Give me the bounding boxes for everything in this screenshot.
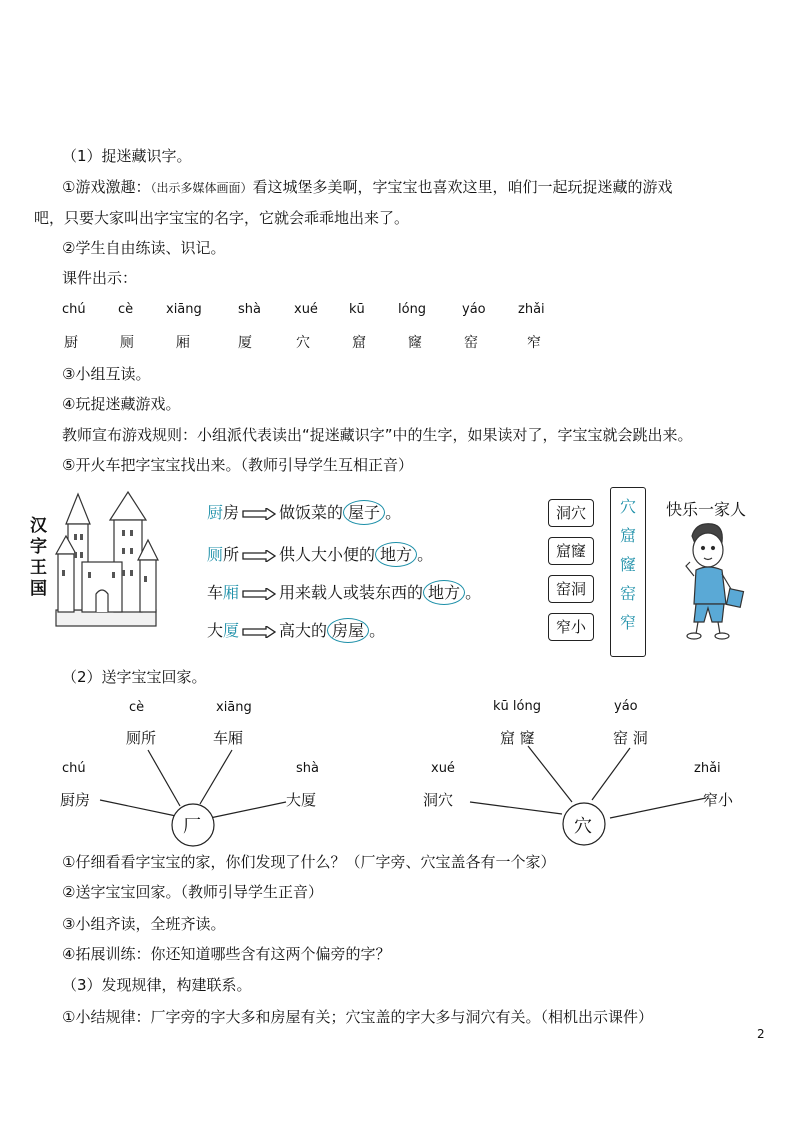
castle-illustration <box>52 490 160 630</box>
row-def: 高大的 <box>279 621 328 640</box>
row-char: 大 <box>207 621 224 640</box>
paragraph-line: ③小组齐读，全班齐读。 <box>62 915 226 933</box>
row-char-highlight: 厕 <box>207 545 224 564</box>
radical-trees-lines <box>0 690 794 860</box>
pinyin: xué <box>294 302 318 317</box>
castle-row <box>207 542 433 565</box>
paragraph-line: 吧，只要大家叫出字宝宝的名字，它就会乖乖地出来了。 <box>34 209 410 227</box>
row-def: 供人大小便的 <box>279 545 376 564</box>
tree-pinyin: zhǎi <box>694 761 721 776</box>
hanzi: 窑 <box>464 335 478 351</box>
family-label: 快乐一家人 <box>666 500 747 519</box>
family-char: 穴 <box>619 497 636 516</box>
row-def: 做饭菜的 <box>279 503 344 522</box>
row-char-highlight: 厢 <box>223 583 240 602</box>
hanzi: 厨 <box>64 335 78 351</box>
tree-word: 窄小 <box>703 791 734 809</box>
tree-word: 大厦 <box>286 791 317 809</box>
arrow-icon <box>242 550 276 562</box>
castle-title: 汉字王国 <box>30 516 47 599</box>
tree-word: 厕所 <box>126 729 157 747</box>
annotation: （出示多媒体画面） <box>150 181 253 195</box>
pinyin: cè <box>118 302 134 317</box>
arrow-icon <box>242 508 276 520</box>
tree-pinyin: xué <box>431 761 455 776</box>
hanzi: 厢 <box>176 335 190 351</box>
word-box: 洞穴 <box>548 499 594 527</box>
tree-word: 厨房 <box>60 791 91 809</box>
family-char: 窑 <box>619 584 636 603</box>
tree-pinyin: cè <box>129 700 145 715</box>
step-label: ①游戏激趣： <box>62 178 151 196</box>
word-box: 窑洞 <box>548 575 594 603</box>
word-box: 窄小 <box>548 613 594 641</box>
paragraph-line: 教师宣布游戏规则：小组派代表读出“捉迷藏识字”中的生字，如果读对了，字宝宝就会跳出来。 <box>62 426 693 444</box>
boy-illustration <box>678 518 748 642</box>
row-end: 。 <box>465 583 482 602</box>
pinyin: chú <box>62 302 86 317</box>
pinyin: zhǎi <box>518 302 545 317</box>
row-def: 用来载人或装东西的 <box>279 583 424 602</box>
step-text: 看这城堡多美啊，字宝宝也喜欢这里，咱们一起玩捉迷藏的游戏 <box>252 178 673 196</box>
row-char: 车 <box>207 583 224 602</box>
tree-pinyin: shà <box>296 761 319 776</box>
section-2-heading: （2）送字宝宝回家。 <box>62 668 207 686</box>
row-def-circled: 房屋 <box>327 618 369 643</box>
tree-word: 窑 洞 <box>613 729 648 747</box>
hanzi: 窄 <box>527 335 541 351</box>
paragraph-line: ①小结规律：厂字旁的字大多和房屋有关；穴宝盖的字大多与洞穴有关。（相机出示课件） <box>62 1008 653 1026</box>
row-def-circled: 屋子 <box>343 500 385 525</box>
page-number: 2 <box>757 1027 765 1041</box>
row-end: 。 <box>369 621 386 640</box>
paragraph-line: ④拓展训练：你还知道哪些含有这两个偏旁的字？ <box>62 945 391 963</box>
paragraph-line: ④玩捉迷藏游戏。 <box>62 395 181 413</box>
row-char: 房 <box>223 503 240 522</box>
paragraph-line: ②学生自由练读、识记。 <box>62 239 226 257</box>
row-char: 所 <box>223 545 240 564</box>
castle-row <box>207 500 401 523</box>
paragraph-line: ③小组互读。 <box>62 365 151 383</box>
row-end: 。 <box>417 545 434 564</box>
hanzi: 窿 <box>408 335 422 351</box>
section-3-heading: （3）发现规律，构建联系。 <box>62 976 252 994</box>
tree-word: 洞穴 <box>423 791 454 809</box>
hanzi: 厕 <box>120 335 134 351</box>
pinyin: shà <box>238 302 261 317</box>
hanzi: 窟 <box>352 335 366 351</box>
family-char: 窟 <box>619 526 636 545</box>
pinyin: kū <box>349 302 365 317</box>
section-1-heading: （1）捉迷藏识字。 <box>62 147 192 165</box>
pinyin: yáo <box>462 302 486 317</box>
paragraph-line: 课件出示： <box>62 269 138 287</box>
hanzi: 穴 <box>296 335 310 351</box>
row-char-highlight: 厨 <box>207 503 224 522</box>
tree-pinyin: yáo <box>614 699 638 714</box>
tree-pinyin: chú <box>62 761 86 776</box>
row-def-circled: 地方 <box>375 542 417 567</box>
tree-pinyin: xiāng <box>216 700 252 715</box>
family-char: 窿 <box>619 555 636 574</box>
row-def-circled: 地方 <box>423 580 465 605</box>
paragraph-line: ②送字宝宝回家。（教师引导学生正音） <box>62 883 323 901</box>
hanzi: 厦 <box>238 335 252 351</box>
tree-pinyin: kū lóng <box>493 699 541 714</box>
arrow-icon <box>242 588 276 600</box>
tree-word: 车厢 <box>213 729 244 747</box>
tree-word: 窟 窿 <box>500 729 535 747</box>
row-end: 。 <box>385 503 402 522</box>
family-char: 窄 <box>619 613 636 632</box>
radical-center-right: 穴 <box>574 816 592 837</box>
pinyin: lóng <box>398 302 427 317</box>
paragraph-line <box>62 177 672 198</box>
word-box: 窟窿 <box>548 537 594 565</box>
row-char-highlight: 厦 <box>223 621 240 640</box>
paragraph-line: ⑤开火车把字宝宝找出来。（教师引导学生互相正音） <box>62 456 413 474</box>
castle-row <box>207 618 385 641</box>
pinyin: xiāng <box>166 302 202 317</box>
castle-row <box>207 580 481 603</box>
arrow-icon <box>242 626 276 638</box>
paragraph-line: ①仔细看看字宝宝的家，你们发现了什么？（厂字旁、穴宝盖各有一个家） <box>62 853 556 871</box>
radical-family-box <box>610 487 646 657</box>
radical-center-left: 厂 <box>183 816 201 837</box>
